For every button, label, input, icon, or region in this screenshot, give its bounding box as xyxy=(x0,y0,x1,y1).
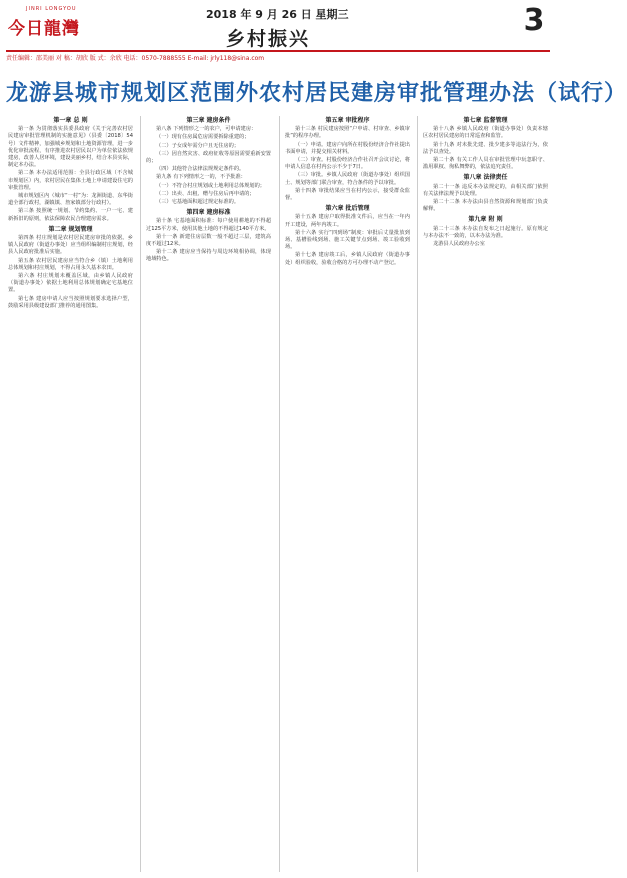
article-paragraph: 第一条 为贯彻落实县委县政府《关于完善农村居民建房审批管理机制的实施意见》（县委〔2018〕54号）文件精神，加强城乡规划和土地资源管理，进一步优化审批流程，有序推进农村居民以户为单位依法依规建房，改善人居环境，建设美丽乡村，结合本县实际，制定本办法。 xyxy=(8,126,133,169)
chapter-heading: 第二章 规划管理 xyxy=(48,225,93,233)
chapter-heading: 第五章 审批程序 xyxy=(325,117,370,124)
article-paragraph: 第二十一条 违反本办法规定的，由相关部门依照有关法律法规予以处理。 xyxy=(423,183,548,197)
logo-pinyin: JINRI LONGYOU xyxy=(26,6,77,12)
column-divider xyxy=(279,116,280,872)
article-paragraph: 第十五条 建房户取得批准文件后，应当在一年内开工建设，两年内竣工。 xyxy=(285,214,410,228)
article-paragraph: 第二十条 有关工作人员在审批管理中玩忽职守、滥用职权、徇私舞弊的，依法追究责任。 xyxy=(423,157,548,171)
article-paragraph: 第七条 建房申请人应当按照规划要求选择户型，鼓励采用县级建设部门推荐的通用图集。 xyxy=(8,295,133,309)
article-paragraph: 第十七条 建房竣工后，乡镇人民政府（街道办事处）组织验收，验收合格的方可办理不动产登记。 xyxy=(285,252,410,266)
article-paragraph: 第九条 有下列情形之一的，不予批准： xyxy=(156,174,246,181)
article-paragraph: （四）其他符合法律法规规定条件的。 xyxy=(156,166,245,173)
chapter-heading: 第一章 总 则 xyxy=(53,117,88,124)
article-paragraph: （二）子女成年需分户且无住房的； xyxy=(156,142,240,149)
article-paragraph: 第三条 按照统一规划、节约集约、一户一宅、建新拆旧的原则，依法保障农民合理建房需求。 xyxy=(8,208,133,222)
article-paragraph: 第十九条 对未批先建、批少建多等违法行为，依法予以查处。 xyxy=(423,141,548,155)
chapter-heading: 第七章 监督管理 xyxy=(463,117,508,124)
article-paragraph: 第十四条 审批结果应当在村内公示，接受群众监督。 xyxy=(285,187,410,202)
article-paragraph: 第六条 村庄规划未覆盖区域，由乡镇人民政府（街道办事处）依据土地利用总体规划确定宅基地位置。 xyxy=(8,273,133,294)
article-paragraph: 第八条 下列情形之一的农户，可申请建房： xyxy=(156,126,257,133)
article-paragraph: （一）申请。建房户向所在村股份经济合作社提出书面申请，并提交相关材料。 xyxy=(285,141,410,155)
article-paragraph: 第二十二条 本办法由县自然资源和规划部门负责解释。 xyxy=(423,199,548,213)
article-paragraph: 第十条 宅基地面积标准：每户使用耕地的不得超过125平方米，使用其他土地的不得超过140平方米。 xyxy=(146,218,271,232)
article-column-3 xyxy=(285,114,410,872)
article-paragraph: 城市规划区内（城市“一村”为：龙洲街道、东华街道全部行政村，湖镇镇、詹家镇部分行政村）。 xyxy=(8,193,133,207)
article-title: 龙游县城市规划区范围外农村居民建房审批管理办法（试行） xyxy=(6,81,627,106)
section-title: 乡村振兴 xyxy=(226,28,311,50)
column-divider xyxy=(417,116,418,872)
article-paragraph: 第十二条 建房应当保持与周边环境相协调，体现地域特色。 xyxy=(146,249,271,263)
article-paragraph: （三）审批。乡镇人民政府（街道办事处）组织国土、规划等部门联合审查，符合条件的予以审批。 xyxy=(285,172,410,186)
article-paragraph: 第十八条 乡镇人民政府（街道办事处）负责本辖区农村居民建房的日常巡查和监管。 xyxy=(423,126,548,140)
page-number: 3 xyxy=(523,3,545,38)
chapter-heading: 第八章 法律责任 xyxy=(463,174,508,182)
article-paragraph: （三）宅基地面积超过规定标准的。 xyxy=(156,199,240,206)
chapter-heading: 第三章 建房条件 xyxy=(186,117,231,124)
newspaper-logo xyxy=(8,4,80,38)
column-divider xyxy=(140,116,141,872)
editor-credits: 责任编辑：邵美丽 对 稿：胡欣 版 式：余欣 电话：0570-7888555 E-mail: jrly118@sina.com xyxy=(6,55,265,62)
article-paragraph: 第十一条 新建住房层数一般不超过三层，建筑高度不超过12米。 xyxy=(146,233,271,248)
header-rule xyxy=(6,50,550,52)
article-paragraph: 龙游县人民政府办公室 xyxy=(433,241,485,248)
article-paragraph: （二）出卖、出租、赠与住房后再申请的； xyxy=(156,190,255,197)
article-paragraph: 第五条 农村居民建房应当符合乡（镇）土地利用总体规划和村庄规划，不得占用永久基本农田。 xyxy=(8,257,133,271)
chapter-heading: 第九章 附 则 xyxy=(468,216,503,224)
chapter-heading: 第六章 批后管理 xyxy=(325,205,370,213)
article-paragraph: （三）因自然灾害、政府征收等原因需要重新安置的； xyxy=(146,150,271,165)
article-paragraph: （一）不符合村庄规划或土地利用总体规划的； xyxy=(156,182,265,189)
issue-date: 2018 年 9 月 26 日 星期三 xyxy=(206,8,349,21)
article-paragraph: 第二十三条 本办法自发布之日起施行。原有规定与本办法不一致的，以本办法为准。 xyxy=(423,225,548,239)
article-paragraph: （二）审查。村股份经济合作社召开会议讨论，将申请人信息在村内公示不少于7日。 xyxy=(285,157,410,171)
article-column-2 xyxy=(146,114,271,872)
logo-title: 今日龍灣 xyxy=(8,19,80,39)
chapter-heading: 第四章 建房标准 xyxy=(186,209,231,217)
article-column-4 xyxy=(423,114,548,872)
article-paragraph: 第四条 村庄规划是农村居民建房审批的依据。乡镇人民政府（街道办事处）应当组织编制村庄规划，经县人民政府批准后实施。 xyxy=(8,235,133,256)
article-paragraph: 第十三条 村民建房按照“户申请、村审查、乡镇审批”的程序办理。 xyxy=(285,126,410,140)
article-paragraph: 第十六条 实行“四到场”制度：审批后丈量批放到场、基槽验线到场、施工关键节点到场、竣工验收到场。 xyxy=(285,229,410,251)
article-paragraph: （一）现有住房属危房需要拆除重建的； xyxy=(156,134,250,141)
article-paragraph: 第二条 本办法适用范围：全县行政区域（不含城市规划区）内，农村居民在集体土地上申请建设住宅的审批管理。 xyxy=(8,170,133,191)
article-column-1 xyxy=(8,114,133,872)
